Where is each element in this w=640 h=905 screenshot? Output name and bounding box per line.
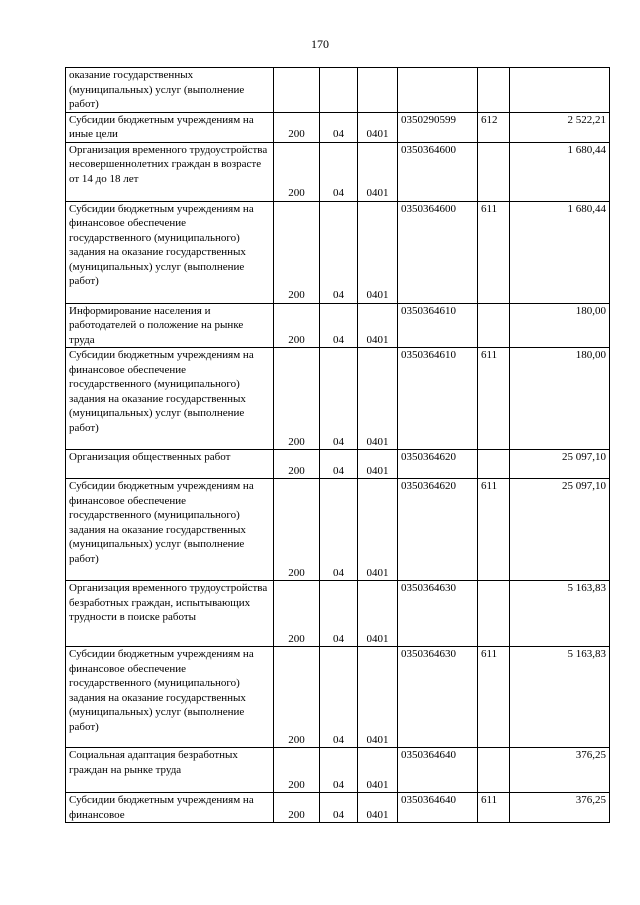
row-code: 200 xyxy=(274,112,320,142)
row-sum: 180,00 xyxy=(510,303,610,348)
row-section: 04 xyxy=(320,748,358,793)
row-section: 04 xyxy=(320,303,358,348)
row-expense-type: 611 xyxy=(478,793,510,823)
table-row xyxy=(66,647,610,748)
page-number: 170 xyxy=(311,37,329,51)
row-subsection: 0401 xyxy=(358,450,398,479)
row-name: Субсидии бюджетным учреждениям на финансовое xyxy=(66,793,274,823)
row-code: 200 xyxy=(274,201,320,303)
row-name: Субсидии бюджетным учреждениям на финансовое обеспечение государственного (муниципального) задания на оказание государственных (муниципальных) услуг (выполнение работ) xyxy=(66,201,274,303)
row-sum: 25 097,10 xyxy=(510,450,610,479)
row-article: 0350364630 xyxy=(398,581,478,647)
row-sum: 1 680,44 xyxy=(510,142,610,201)
row-section: 04 xyxy=(320,142,358,201)
table-row xyxy=(66,581,610,647)
row-name: Организация временного трудоустройства несовершеннолетних граждан в возрасте от 14 до 18 лет xyxy=(66,142,274,201)
row-code: 200 xyxy=(274,793,320,823)
row-name: Организация общественных работ xyxy=(66,450,274,479)
row-expense-type: 611 xyxy=(478,647,510,748)
row-article: 0350364620 xyxy=(398,450,478,479)
row-sum: 180,00 xyxy=(510,348,610,450)
row-article: 0350364630 xyxy=(398,647,478,748)
row-subsection: 0401 xyxy=(358,348,398,450)
row-expense-type xyxy=(478,68,510,113)
table-row xyxy=(66,793,610,823)
row-subsection: 0401 xyxy=(358,581,398,647)
row-expense-type: 612 xyxy=(478,112,510,142)
row-section xyxy=(320,68,358,113)
row-article: 0350290599 xyxy=(398,112,478,142)
row-sum xyxy=(510,68,610,113)
row-subsection: 0401 xyxy=(358,748,398,793)
table-row xyxy=(66,142,610,201)
row-subsection: 0401 xyxy=(358,303,398,348)
row-sum: 1 680,44 xyxy=(510,201,610,303)
row-code: 200 xyxy=(274,748,320,793)
table-row xyxy=(66,303,610,348)
row-section: 04 xyxy=(320,647,358,748)
row-expense-type: 611 xyxy=(478,201,510,303)
row-subsection: 0401 xyxy=(358,201,398,303)
row-subsection: 0401 xyxy=(358,112,398,142)
row-name: Субсидии бюджетным учреждениям на финансовое обеспечение государственного (муниципального) задания на оказание государственных (муниципальных) услуг (выполнение работ) xyxy=(66,348,274,450)
row-expense-type xyxy=(478,303,510,348)
row-article: 0350364610 xyxy=(398,303,478,348)
row-subsection: 0401 xyxy=(358,793,398,823)
table-row xyxy=(66,348,610,450)
row-name: Информирование населения и работодателей о положение на рынке труда xyxy=(66,303,274,348)
row-name: Субсидии бюджетным учреждениям на финансовое обеспечение государственного (муниципального) задания на оказание государственных (муниципальных) услуг (выполнение работ) xyxy=(66,479,274,581)
table-row xyxy=(66,68,610,113)
row-subsection: 0401 xyxy=(358,479,398,581)
row-expense-type xyxy=(478,748,510,793)
row-name: оказание государственных (муниципальных) услуг (выполнение работ) xyxy=(66,68,274,113)
row-section: 04 xyxy=(320,450,358,479)
row-sum: 5 163,83 xyxy=(510,647,610,748)
row-code: 200 xyxy=(274,303,320,348)
row-sum: 25 097,10 xyxy=(510,479,610,581)
row-sum: 376,25 xyxy=(510,793,610,823)
row-article: 0350364640 xyxy=(398,793,478,823)
table-row xyxy=(66,479,610,581)
budget-table xyxy=(65,67,610,823)
row-name: Социальная адаптация безработных граждан на рынке труда xyxy=(66,748,274,793)
row-expense-type xyxy=(478,581,510,647)
budget-table-body xyxy=(66,68,610,823)
row-expense-type xyxy=(478,142,510,201)
row-article: 0350364620 xyxy=(398,479,478,581)
table-row xyxy=(66,748,610,793)
row-article: 0350364640 xyxy=(398,748,478,793)
row-section: 04 xyxy=(320,793,358,823)
row-article: 0350364600 xyxy=(398,201,478,303)
row-sum: 376,25 xyxy=(510,748,610,793)
row-article xyxy=(398,68,478,113)
row-sum: 2 522,21 xyxy=(510,112,610,142)
row-expense-type: 611 xyxy=(478,348,510,450)
row-section: 04 xyxy=(320,348,358,450)
row-code: 200 xyxy=(274,450,320,479)
row-sum: 5 163,83 xyxy=(510,581,610,647)
row-name: Субсидии бюджетным учреждениям на иные цели xyxy=(66,112,274,142)
row-name: Организация временного трудоустройства безработных граждан, испытывающих трудности в поиске работы xyxy=(66,581,274,647)
row-subsection: 0401 xyxy=(358,142,398,201)
row-section: 04 xyxy=(320,581,358,647)
row-section: 04 xyxy=(320,112,358,142)
row-code: 200 xyxy=(274,142,320,201)
row-code: 200 xyxy=(274,647,320,748)
row-name: Субсидии бюджетным учреждениям на финансовое обеспечение государственного (муниципального) задания на оказание государственных (муниципальных) услуг (выполнение работ) xyxy=(66,647,274,748)
row-code: 200 xyxy=(274,581,320,647)
row-expense-type xyxy=(478,450,510,479)
row-code xyxy=(274,68,320,113)
table-row xyxy=(66,201,610,303)
row-section: 04 xyxy=(320,479,358,581)
row-article: 0350364600 xyxy=(398,142,478,201)
row-code: 200 xyxy=(274,348,320,450)
table-row xyxy=(66,112,610,142)
table-row xyxy=(66,450,610,479)
row-subsection xyxy=(358,68,398,113)
row-article: 0350364610 xyxy=(398,348,478,450)
row-subsection: 0401 xyxy=(358,647,398,748)
row-code: 200 xyxy=(274,479,320,581)
row-section: 04 xyxy=(320,201,358,303)
row-expense-type: 611 xyxy=(478,479,510,581)
